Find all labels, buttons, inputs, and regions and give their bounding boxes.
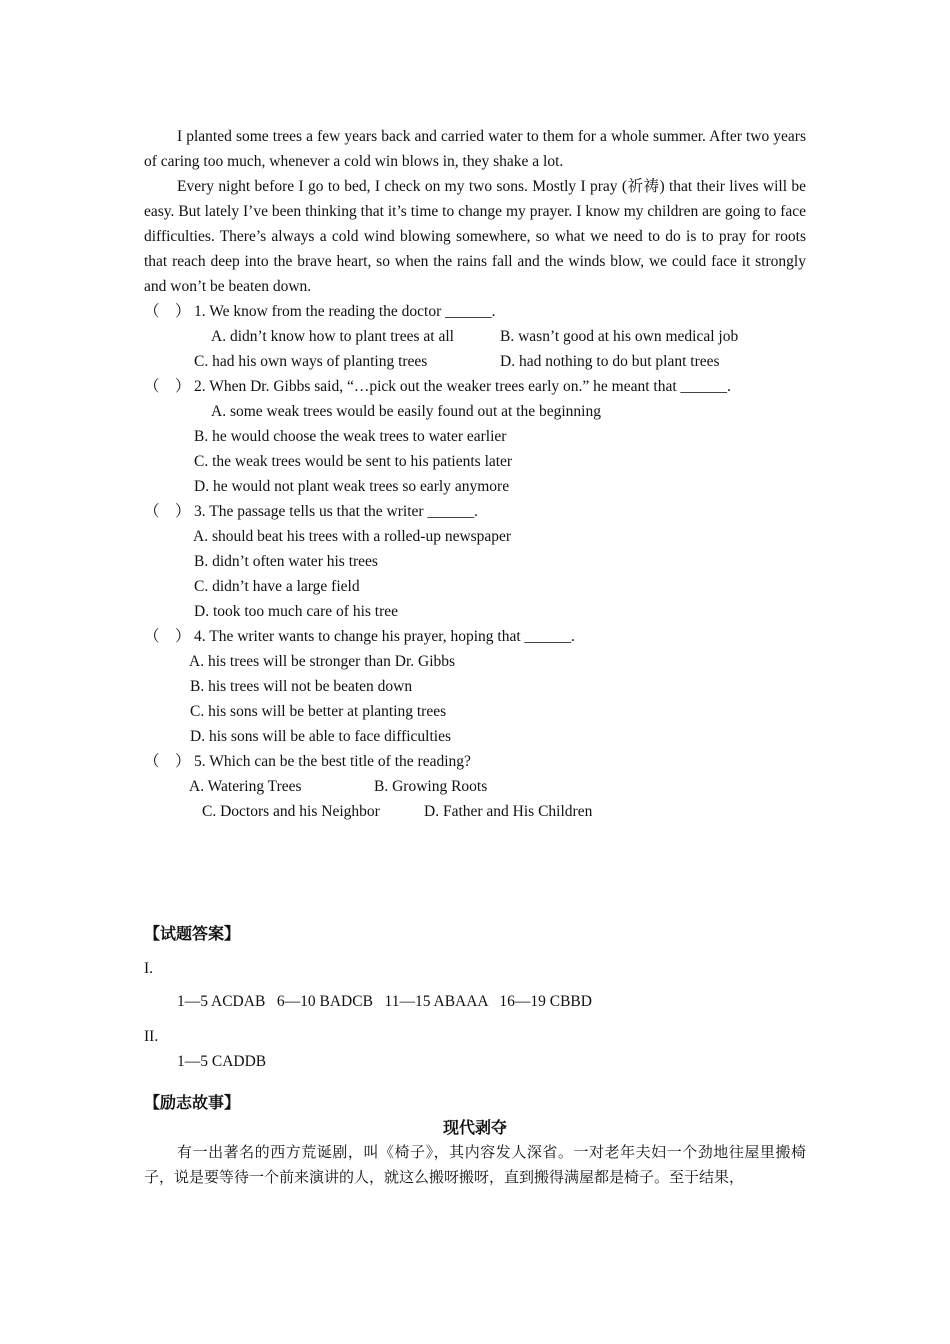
question-4 (144, 624, 806, 649)
answer-blank: （ ） (144, 628, 191, 645)
option-a: A. his trees will be stronger than Dr. Gibbs (189, 653, 456, 670)
answer-blank: （ ） (144, 378, 191, 395)
story-heading: 【励志故事】 (144, 1093, 241, 1112)
option-a: A. didn’t know how to plant trees at all (211, 328, 454, 345)
story-title: 现代剥夺 (442, 1118, 507, 1137)
paragraph-2: Every night before I go to bed, I check on my two sons. Mostly I pray (祈祷) that their lives will be easy. But lately I’ve been thinking that it’s time to change my prayer. I know my children are going to face difficulties. There’s always a cold wind blowing somewhere, so what we need to do is to pray for roots that reach deep into the brave heart, so when the rains fall and the winds blow, we could face it strongly and won’t be beaten down. (144, 178, 806, 295)
option-d: D. Father and His Children (424, 803, 593, 820)
option-row (144, 349, 806, 374)
option-c: C. had his own ways of planting trees (194, 353, 428, 370)
document-page (144, 124, 806, 1190)
option-row (144, 799, 806, 824)
question-5 (144, 749, 806, 774)
option-b: B. wasn’t good at his own medical job (500, 328, 739, 345)
question-2 (144, 374, 806, 399)
option-c: C. his sons will be better at planting trees (190, 703, 447, 720)
option-b: B. his trees will not be beaten down (190, 678, 413, 695)
answer-blank: （ ） (144, 753, 191, 770)
option-c: C. didn’t have a large field (194, 578, 360, 595)
question-1 (144, 299, 806, 324)
story-text: 有一出著名的西方荒诞剧，叫《椅子》，其内容发人深省。一对老年夫妇一个劲地往屋里搬椅子，说是要等待一个前来演讲的人，就这么搬呀搬呀，直到搬得满屋都是椅子。至于结果， (144, 1143, 806, 1186)
question-stem: 2. When Dr. Gibbs said, “…pick out the weaker trees early on.” he meant that ______. (194, 378, 731, 395)
option-c: C. Doctors and his Neighbor (202, 803, 380, 820)
answer-blank: （ ） (144, 503, 191, 520)
option-a: A. some weak trees would be easily found out at the beginning (211, 403, 601, 420)
option-b: B. didn’t often water his trees (194, 553, 378, 570)
answers-section-1-label: I. (144, 960, 154, 977)
question-stem: 3. The passage tells us that the writer ______. (194, 503, 478, 520)
option-c: C. the weak trees would be sent to his patients later (194, 453, 513, 470)
option-d: D. had nothing to do but plant trees (500, 353, 720, 370)
question-stem: 4. The writer wants to change his prayer, hoping that ______. (194, 628, 575, 645)
answers-heading: 【试题答案】 (144, 924, 241, 943)
question-stem: 1. We know from the reading the doctor ______. (194, 303, 496, 320)
option-row (144, 774, 806, 799)
option-row (144, 324, 806, 349)
answer-blank: （ ） (144, 303, 191, 320)
option-d: D. his sons will be able to face difficulties (190, 728, 452, 745)
option-a: A. should beat his trees with a rolled-up newspaper (193, 528, 512, 545)
question-3 (144, 499, 806, 524)
question-stem: 5. Which can be the best title of the reading? (194, 753, 471, 770)
option-d: D. took too much care of his tree (194, 603, 399, 620)
answers-section-2-label: II. (144, 1028, 159, 1045)
option-d: D. he would not plant weak trees so early anymore (194, 478, 510, 495)
option-b: B. he would choose the weak trees to water earlier (194, 428, 507, 445)
answers-section-2: 1—5 CADDB (177, 1053, 267, 1070)
answers-section-1: 1—5 ACDAB 6—10 BADCB 11—15 ABAAA 16—19 CBBD (177, 993, 592, 1010)
option-a: A. Watering Trees (189, 778, 302, 795)
paragraph-1: I planted some trees a few years back and carried water to them for a whole summer. After two years of caring too much, whenever a cold win blows in, they shake a lot. (144, 128, 806, 170)
option-b: B. Growing Roots (374, 778, 488, 795)
